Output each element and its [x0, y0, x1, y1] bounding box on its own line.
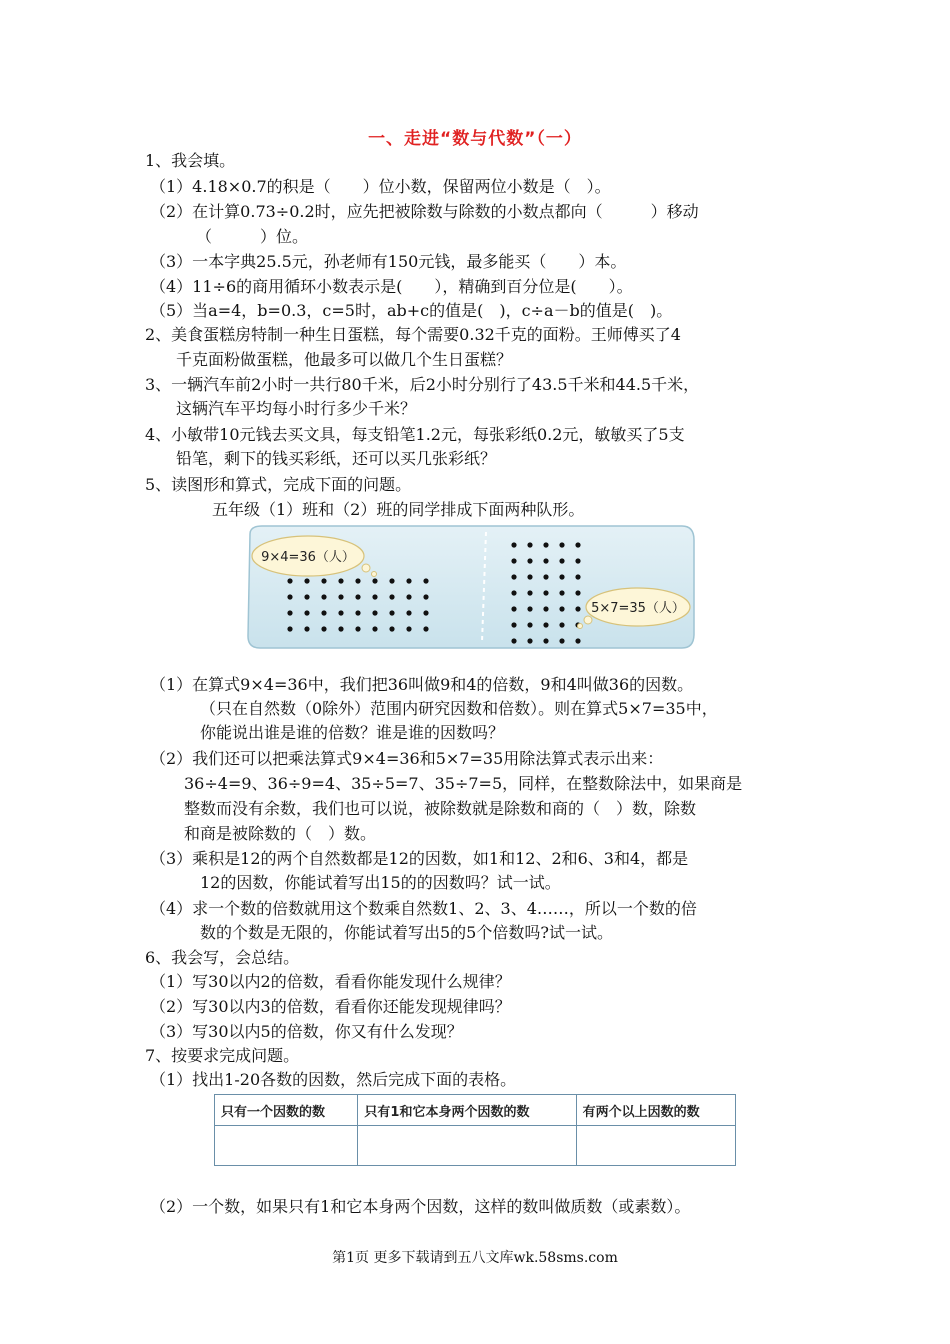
question-5-part-3: （3）乘积是12的两个自然数都是12的因数，如1和12、2和6、3和4，都是 [150, 849, 689, 868]
table-header-cell: 只有一个因数的数 [215, 1095, 358, 1126]
question-1-item-2-cont: （ ）位。 [196, 227, 309, 246]
student-dot [511, 622, 516, 627]
table-cell[interactable] [358, 1126, 576, 1166]
student-dot [372, 594, 377, 599]
student-dot [543, 606, 548, 611]
student-dot [304, 578, 309, 583]
student-dot [389, 594, 394, 599]
student-dot [406, 610, 411, 615]
student-dot [543, 622, 548, 627]
question-5-part-3-cont: 12的因数，你能试着写出15的的因数吗？试一试。 [200, 873, 561, 892]
question-1-item-4: （4）11÷6的商用循环小数表示是( ），精确到百分位是( ）。 [150, 277, 633, 296]
student-dot [575, 590, 580, 595]
student-dot [372, 610, 377, 615]
question-6-item-3: （3）写30以内5的倍数，你又有什么发现？ [150, 1022, 463, 1041]
student-dot [372, 626, 377, 631]
student-dot [543, 542, 548, 547]
student-dot [372, 578, 377, 583]
page-footer: 第1页 更多下载请到五八文库wk.58sms.com [332, 1250, 618, 1266]
question-5-part-4-cont: 数的个数是无限的，你能试着写出5的5个倍数吗?试一试。 [200, 923, 613, 942]
student-dot [527, 590, 532, 595]
student-dot [559, 574, 564, 579]
question-2: 2、美食蛋糕房特制一种生日蛋糕，每个需要0.32千克的面粉。王师傅买了4 [145, 325, 681, 344]
student-dot [321, 626, 326, 631]
student-dot [389, 626, 394, 631]
student-dot [543, 590, 548, 595]
table-cell[interactable] [215, 1126, 358, 1166]
student-dot [338, 610, 343, 615]
question-7-item-1: （1）找出1-20各数的因数，然后完成下面的表格。 [150, 1070, 517, 1089]
table-row [215, 1126, 736, 1166]
student-dot [321, 578, 326, 583]
formation-figure [246, 524, 696, 650]
right-formula-label: 5×7=35（人） [591, 601, 685, 616]
student-dot [575, 638, 580, 643]
question-5: 5、读图形和算式，完成下面的问题。 [145, 475, 412, 494]
student-dot [304, 594, 309, 599]
student-dot [511, 606, 516, 611]
student-dot [511, 638, 516, 643]
student-dot [389, 610, 394, 615]
question-5-part-1-cont-2: 你能说出谁是谁的倍数？谁是谁的因数吗？ [200, 723, 505, 742]
student-dot [287, 594, 292, 599]
question-7-item-2: （2）一个数，如果只有1和它本身两个因数，这样的数叫做质数（或素数）。 [150, 1197, 691, 1216]
student-dot [527, 574, 532, 579]
question-5-part-1-cont-1: （只在自然数（0除外）范围内研究因数和倍数）。则在算式5×7=35中， [200, 699, 718, 718]
student-dot [355, 610, 360, 615]
student-dot [511, 558, 516, 563]
student-dot [575, 542, 580, 547]
student-dot [321, 610, 326, 615]
question-6-item-2: （2）写30以内3的倍数，看看你还能发现规律吗？ [150, 997, 511, 1016]
student-dot [304, 610, 309, 615]
student-dot [575, 606, 580, 611]
question-7: 7、按要求完成问题。 [145, 1046, 300, 1065]
student-dot [511, 590, 516, 595]
student-dot [527, 606, 532, 611]
student-dot [287, 578, 292, 583]
table-header-cell: 只有1和它本身两个因数的数 [358, 1095, 576, 1126]
question-4: 4、小敏带10元钱去买文具，每支铅笔1.2元，每张彩纸0.2元，敏敏买了5支 [145, 425, 685, 444]
question-6: 6、我会写，会总结。 [145, 948, 300, 967]
question-5-part-2-cont-2: 整数而没有余数，我们也可以说，被除数就是除数和商的（ ）数，除数 [184, 799, 697, 818]
student-dot [287, 626, 292, 631]
question-3-cont: 这辆汽车平均每小时行多少千米？ [176, 399, 417, 418]
question-5-part-2: （2）我们还可以把乘法算式9×4=36和5×7=35用除法算式表示出来： [150, 749, 664, 768]
question-4-cont: 铅笔，剩下的钱买彩纸，还可以买几张彩纸？ [176, 449, 497, 468]
student-dot [559, 606, 564, 611]
student-dot [338, 626, 343, 631]
student-dot [527, 558, 532, 563]
student-dot [423, 626, 428, 631]
table-header-cell: 有两个以上因数的数 [576, 1095, 735, 1126]
student-dot [406, 626, 411, 631]
factor-table [214, 1094, 736, 1166]
question-1-heading: 1、我会填。 [145, 151, 236, 170]
student-dot [575, 574, 580, 579]
student-dot [543, 638, 548, 643]
student-dot [389, 578, 394, 583]
question-1-item-5: （5）当a=4，b=0.3，c=5时，ab+c的值是( )，c÷a－b的值是( )。 [150, 301, 673, 320]
student-dot [559, 622, 564, 627]
question-1-item-2: （2）在计算0.73÷0.2时，应先把被除数与除数的小数点都向（ ）移动 [150, 202, 699, 221]
question-3: 3、一辆汽车前2小时一共行80千米，后2小时分别行了43.5千米和44.5千米， [145, 375, 700, 394]
left-formula-label: 9×4=36（人） [261, 550, 355, 565]
student-dot [406, 594, 411, 599]
student-dot [559, 590, 564, 595]
student-dot [559, 558, 564, 563]
student-dot [527, 638, 532, 643]
student-dot [543, 558, 548, 563]
student-dot [527, 542, 532, 547]
student-dot [423, 594, 428, 599]
question-5-part-4: （4）求一个数的倍数就用这个数乘自然数1、2、3、4……，所以一个数的倍 [150, 899, 697, 918]
student-dot [559, 638, 564, 643]
question-5-part-2-cont-3: 和商是被除数的（ ）数。 [184, 824, 377, 843]
question-2-cont: 千克面粉做蛋糕，他最多可以做几个生日蛋糕？ [176, 350, 513, 369]
question-5-intro: 五年级（1）班和（2）班的同学排成下面两种队形。 [212, 500, 585, 519]
student-dot [527, 622, 532, 627]
student-dot [406, 578, 411, 583]
page-title: 一、走进“数与代数”（一） [368, 129, 582, 149]
student-dot [511, 574, 516, 579]
question-1-item-1: （1）4.18×0.7的积是（ ）位小数，保留两位小数是（ ）。 [150, 177, 611, 196]
student-dot [355, 626, 360, 631]
question-1-item-3: （3）一本字典25.5元，孙老师有150元钱，最多能买（ ）本。 [150, 252, 627, 271]
student-dot [511, 542, 516, 547]
student-dot [304, 626, 309, 631]
question-5-part-1: （1）在算式9×4=36中，我们把36叫做9和4的倍数，9和4叫做36的因数。 [150, 675, 694, 694]
question-6-item-1: （1）写30以内2的倍数，看看你能发现什么规律？ [150, 972, 511, 991]
student-dot [559, 542, 564, 547]
student-dot [355, 594, 360, 599]
student-dot [423, 610, 428, 615]
student-dot [543, 574, 548, 579]
student-dot [423, 578, 428, 583]
question-5-part-2-cont-1: 36÷4=9、36÷9=4、35÷5=7、35÷7=5，同样，在整数除法中，如果商是 [184, 774, 743, 793]
student-dot [287, 610, 292, 615]
student-dot [355, 578, 360, 583]
table-header-row [215, 1095, 736, 1126]
table-cell[interactable] [576, 1126, 735, 1166]
student-dot [321, 594, 326, 599]
student-dot [338, 578, 343, 583]
student-dot [575, 558, 580, 563]
student-dot [338, 594, 343, 599]
